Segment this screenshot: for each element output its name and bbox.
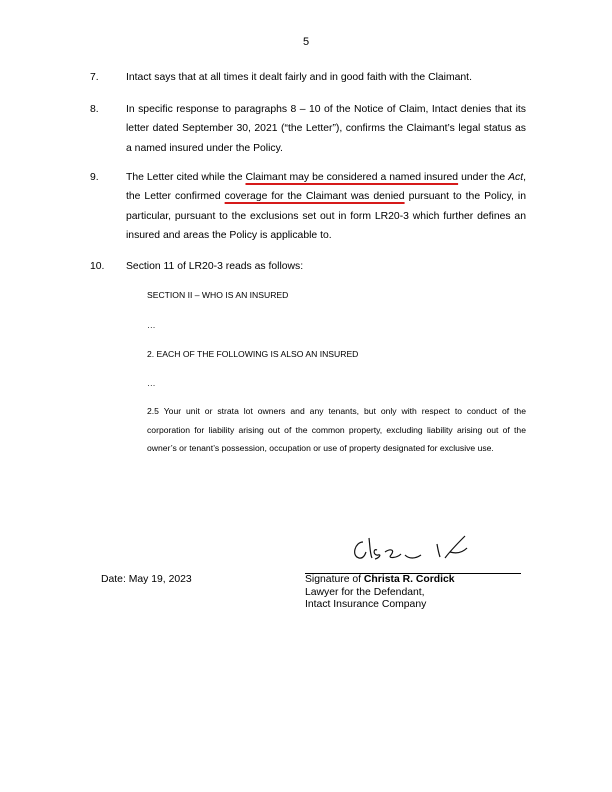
- text-run: , the Letter confirmed: [126, 172, 526, 203]
- paragraph-text: Intact says that at all times it dealt fairly and in good faith with the Claimant.: [126, 72, 472, 83]
- page-number: 5: [302, 36, 310, 48]
- text-run: pursuant to the Policy, in particular, pursuant to the exclusions set out in form LR20-3 which further defines an insured and areas the Policy is applicable to.: [126, 191, 527, 242]
- highlight-underline: Claimant may be considered a named insured: [245, 172, 459, 183]
- signatory-company: Intact Insurance Company: [305, 599, 427, 611]
- paragraph-text: In specific response to paragraphs 8 – 10 of the Notice of Claim, Intact denies that its letter dated September 30, 2021 (“the Letter”), confirms the Claimant’s legal status as a named insured under the Policy.: [126, 104, 526, 154]
- paragraph-number: 9.: [90, 172, 99, 183]
- paragraph-number: 7.: [90, 72, 99, 83]
- handwritten-signature: [345, 528, 485, 568]
- quote-ellipsis: …: [147, 320, 156, 330]
- italic-act: Act: [508, 172, 524, 183]
- text-run: under the: [458, 172, 509, 183]
- signature-name-line: [305, 574, 455, 587]
- highlight-underline: coverage for the Claimant was denied: [224, 191, 405, 203]
- quote-item-2-5: 2.5 Your unit or strata lot owners and any tenants, but only with respect to conduct of the corporation for liability arising out of the common property, excluding liability arising out of the owner’s or tenant’s possession, occupation or use of property designated for exclusive use.: [147, 406, 526, 453]
- text-run: The Letter cited while the: [126, 172, 246, 183]
- signatory-role: Lawyer for the Defendant,: [305, 586, 425, 598]
- signatory-name: Christa R. Cordick: [363, 574, 455, 585]
- paragraph-number: 8.: [90, 104, 99, 115]
- quote-item-2: 2. EACH OF THE FOLLOWING IS ALSO AN INSURED: [147, 349, 359, 359]
- signature-block: [305, 574, 455, 612]
- paragraph-number: 10.: [90, 261, 105, 272]
- quote-heading: SECTION II – WHO IS AN INSURED: [147, 290, 289, 300]
- signature-prefix: Signature of: [305, 574, 364, 585]
- quote-ellipsis: …: [147, 378, 156, 388]
- date-line: Date: May 19, 2023: [101, 574, 192, 585]
- paragraph-text: [126, 168, 526, 246]
- paragraph-text: Section 11 of LR20-3 reads as follows:: [126, 261, 304, 272]
